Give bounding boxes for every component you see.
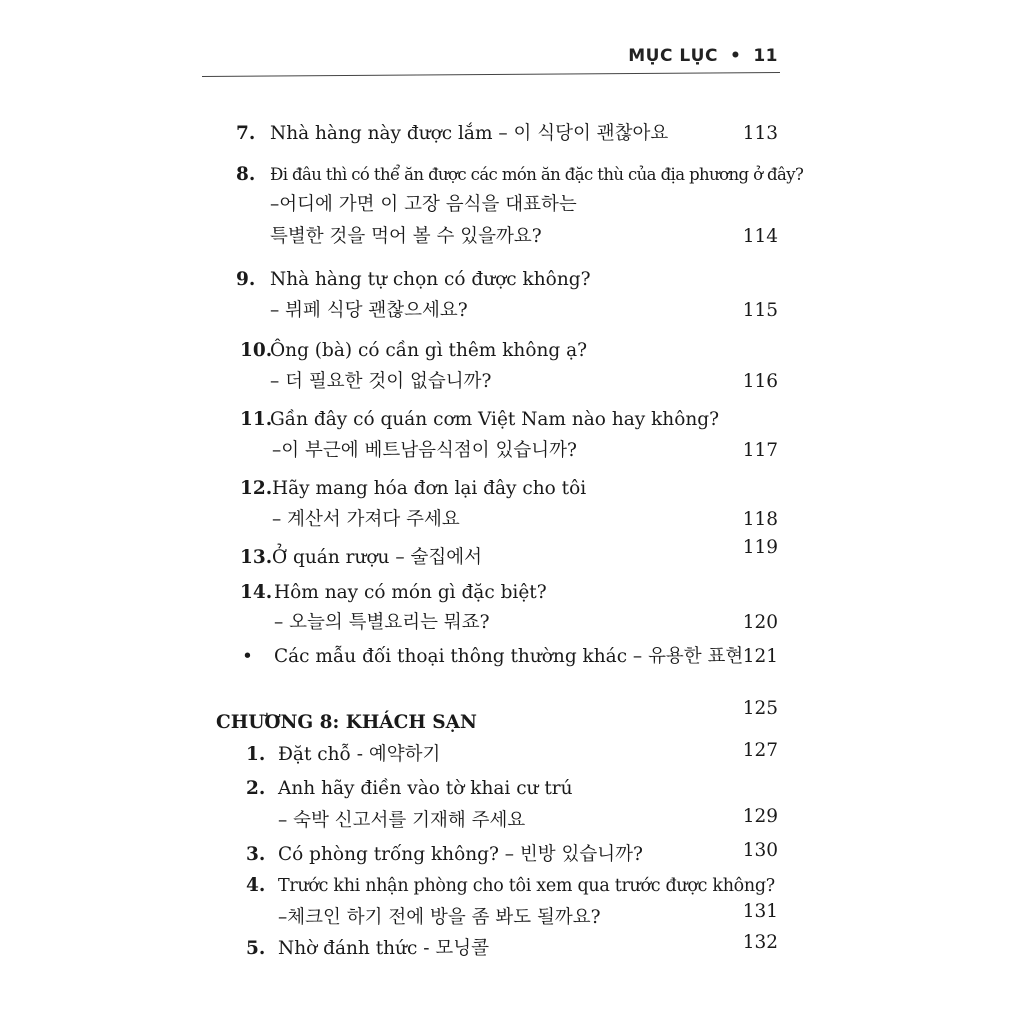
entry-number: 2. — [246, 778, 266, 799]
toc-entry — [0, 405, 1024, 435]
entry-text: Ông (bà) có cần gì thêm không ạ? — [270, 340, 588, 361]
page-header — [628, 46, 778, 66]
entry-page: 117 — [742, 440, 778, 461]
entry-text: –어디에 가면 이 고장 음식을 대표하는 — [270, 194, 577, 215]
entry-number: 11. — [240, 409, 273, 430]
toc-entry-continued — [0, 222, 1024, 252]
entry-text: Các mẫu đối thoại thông thường khác – 유용한 표현 — [274, 646, 744, 667]
entry-text: 특별한 것을 먹어 볼 수 있을까요? — [270, 226, 542, 247]
toc-entry — [0, 578, 1024, 608]
header-separator: • — [729, 46, 742, 66]
entry-number: 8. — [236, 164, 256, 185]
entry-number: 12. — [240, 478, 273, 499]
entry-page: 129 — [742, 806, 778, 827]
entry-text: – 더 필요한 것이 없습니까? — [270, 371, 492, 392]
entry-text: – 뷔페 식당 괜찮으세요? — [270, 300, 468, 321]
chapter-heading-line — [0, 698, 1024, 734]
chapter-title: CHƯƠNG 8: KHÁCH SẠN — [216, 712, 477, 733]
entry-text: Nhà hàng này được lắm – 이 식당이 괜찮아요 — [270, 123, 669, 144]
entry-text: – 계산서 가져다 주세요 — [272, 509, 460, 530]
toc-entry — [0, 265, 1024, 295]
entry-number: 14. — [240, 582, 273, 603]
entry-text: Ở quán rượu – 술집에서 — [272, 547, 482, 568]
entry-number: 4. — [246, 875, 266, 896]
entry-text: Nhờ đánh thức - 모닝콜 — [278, 938, 489, 959]
entry-page: 114 — [742, 226, 778, 247]
entry-text: Đi đâu thì có thể ăn được các món ăn đặc thù của địa phương ở đây? — [270, 165, 804, 184]
chapter-page: 125 — [742, 698, 778, 719]
entry-text: –이 부근에 베트남음식점이 있습니까? — [272, 440, 577, 461]
toc-entry-continued — [0, 367, 1024, 397]
entry-page: 116 — [742, 371, 778, 392]
entry-number: 1. — [246, 744, 266, 765]
toc-entry — [0, 537, 1024, 573]
entry-text: Hãy mang hóa đơn lại đây cho tôi — [272, 478, 587, 499]
header-title: MỤC LỤC — [628, 46, 718, 66]
entry-page: 132 — [742, 932, 778, 953]
entry-page: 131 — [742, 901, 778, 922]
toc-entry-continued — [0, 903, 1024, 933]
entry-text: Đặt chỗ - 예약하기 — [278, 744, 441, 765]
toc-entry — [0, 119, 1024, 149]
entry-page: 130 — [742, 840, 778, 861]
bullet-icon: • — [242, 646, 253, 667]
entry-page: 119 — [742, 537, 778, 558]
toc-entry — [0, 871, 1024, 901]
toc-entry — [0, 934, 1024, 964]
entry-page: 115 — [742, 300, 778, 321]
toc-entry-continued — [0, 190, 1024, 220]
entry-number: 7. — [236, 123, 256, 144]
entry-text: – 오늘의 특별요리는 뭐죠? — [274, 612, 490, 633]
entry-page: 113 — [742, 123, 778, 144]
header-page-number: 11 — [753, 46, 778, 66]
entry-text: Nhà hàng tự chọn có được không? — [270, 269, 591, 290]
entry-text: Trước khi nhận phòng cho tôi xem qua trước được không? — [278, 876, 775, 896]
entry-text: Có phòng trống không? – 빈방 있습니까? — [278, 844, 643, 865]
entry-number: 9. — [236, 269, 256, 290]
entry-text: –체크인 하기 전에 방을 좀 봐도 될까요? — [278, 907, 601, 928]
entry-number: 10. — [240, 340, 273, 361]
toc-entry — [0, 336, 1024, 366]
toc-entry-continued — [0, 806, 1024, 836]
toc-entry-continued — [0, 608, 1024, 638]
entry-text: Anh hãy điền vào tờ khai cư trú — [278, 778, 573, 799]
entry-page: 127 — [742, 740, 778, 761]
entry-number: 3. — [246, 844, 266, 865]
entry-page: 118 — [742, 509, 778, 530]
toc-entry-continued — [0, 436, 1024, 466]
toc-entry-continued — [0, 296, 1024, 326]
entry-text: – 숙박 신고서를 기재해 주세요 — [278, 810, 526, 831]
entry-page: 121 — [742, 646, 778, 667]
toc-entry-continued — [0, 505, 1024, 535]
header-rule — [202, 72, 780, 77]
toc-entry — [0, 774, 1024, 804]
toc-entry — [0, 474, 1024, 504]
toc-entry — [0, 740, 1024, 770]
entry-text: Hôm nay có món gì đặc biệt? — [274, 582, 547, 603]
toc-entry — [0, 160, 1024, 190]
toc-entry — [0, 642, 1024, 672]
entry-page: 120 — [742, 612, 778, 633]
toc-entry — [0, 840, 1024, 870]
entry-number: 13. — [240, 547, 273, 568]
entry-text: Gần đây có quán cơm Việt Nam nào hay không? — [270, 409, 720, 430]
entry-number: 5. — [246, 938, 266, 959]
